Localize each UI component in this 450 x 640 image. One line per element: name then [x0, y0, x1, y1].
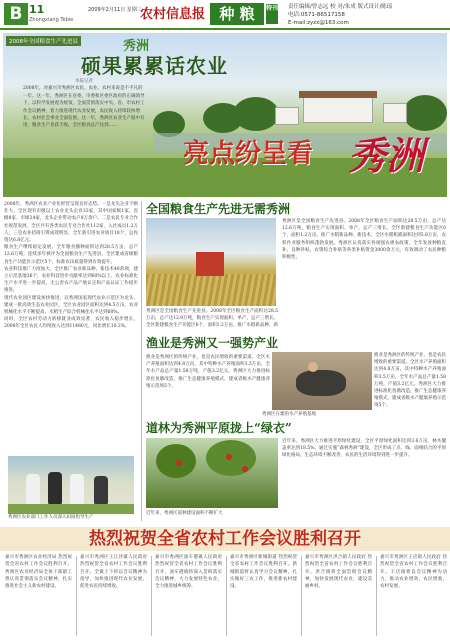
column-divider — [151, 556, 152, 636]
bottom-column-5: 嘉兴市秀洲区洪合镇人民政府 热烈祝贺全省农村工作会议胜利召开。洪合镇将全面贯彻会议精神，加快发展现代农业，建设美丽乡村。 — [305, 555, 372, 590]
article-3-caption: 近年来，秀洲区道林建设面积不断扩大 — [146, 511, 223, 516]
column-divider — [301, 556, 302, 636]
bottom-column-3: 嘉兴市秀洲区油车港镇人民政府 热烈祝贺全省农村工作会议胜利召开。油车港镇将深入贯彻落实会议精神，大力发展特色农业，全力推进城乡统筹。 — [155, 555, 222, 590]
column-divider — [76, 556, 77, 636]
contact-line-phone: 电话:0571-86517158 — [288, 12, 345, 18]
bottom-column-6: 嘉兴市秀洲区王店镇人民政府 热烈祝贺全省农村工作会议胜利召开。王店镇将以会议精神为动力，推动农业增效、农民增收、农村发展。 — [380, 555, 447, 590]
article-left-text: 2008年，秀洲区农业产业化经营呈现良好态势。一是龙头企业不断壮大。全区现有市级以上农业龙头企业33家，其中国家级1家、省级8家、市级24家，龙头企业带动农户8万余户。二是农民专业合作社规范发展，全区共有各类农民专业合作社112家，入社成员1.2万人。三是农业招商引资成效明显，全年新引进农业项目18个，总投资达6.8亿元。 粮食生产继续稳定发展。全年粮食播种面积达到28.5万亩，总产12.6万吨，连续多年被评为全国粮食生产先进县。全区建成省级粮食生产功能区示范区5个，标准农田质量得到有效提升。 农业科技推广力度加大，全区推广农业新品种、新技术40余项，建立示范基地36个，农业科技进步贡献率达到60%以上。农业标准化生产水平进一步提高，无公害农产品产地认定和产品认证工作稳步推进。 现代农业园区建设加快推进，以秀洲国家现代农业示范区为龙头，建成一批高效生态农业园区，全区农业园区面积达到4.5万亩。农业机械化水平不断提高，水稻生产综合机械化水平达到68%。 同时，全区农村劳动力转移就业成效显著，农民收入稳步增长，2008年全区农民人均纯收入达到11480元，同比增长10.2%。 — [4, 202, 138, 330]
article-left-photo — [8, 456, 134, 514]
contact-line-email: E-mail:zyzx@163.com — [288, 20, 349, 26]
special-tag: 特刊 — [266, 4, 278, 24]
article-2-text-right: 渔业是秀洲区的传统产业，也是农民增收的重要渠道。全区水产养殖面积达到4.8万亩，其中特种水产养殖面积3.5万亩，全年水产品总产量1.58万吨，产值3.2亿元。秀洲区大力推进标准化鱼塘改造，推广生态健康养殖模式，建成省级水产健康养殖示范场5个。 — [374, 353, 446, 409]
banner-image — [3, 33, 447, 197]
article-2-photo — [272, 352, 372, 410]
section-title: 种 粮 — [210, 3, 264, 25]
column-divider — [376, 556, 377, 636]
contact-line-editor: 责任编辑/曾志远 校 对/朱成 版式设计/陈瑶 — [288, 4, 393, 10]
contact-info — [288, 3, 392, 27]
article-3-title: 道林为秀洲平原拢上“绿衣” — [146, 421, 292, 435]
article-1-intro: 秀洲区是全国粮食生产先进县。2008年全区粮食生产面积达28.5万亩，总产达12.6万吨，粮食生产实现面积、单产、总产三增长。全区新建粮食生产功能区6个，面积1.2万亩。推广水稻新品种、新 — [146, 309, 278, 329]
page-number: 11 — [29, 3, 45, 16]
article-1-text: 秀洲区是全国粮食生产先进县。2008年全区粮食生产面积达28.5万亩，总产达12.6万吨，粮食生产实现面积、单产、总产三增长。全区新建粮食生产功能区6个，面积1.2万亩。推广水稻新品种、新技术，全区水稻机插面积达到5.8万亩，农机作业服务组织蓬勃发展。秀洲区认真落实各项强农惠农政策，全年发放种粮直补、良种补贴、农资综合补贴等各类补贴资金3000余万元，有效调动了农民种粮积极性。 — [282, 219, 446, 261]
article-3-photo — [146, 438, 278, 508]
article-3-text: 近年来，秀洲区大力推进平原绿化建设，全区平原绿化面积达到3.6万亩，林木覆盖率达到18.5%。通过实施“森林秀洲”建设，全区形成了点、线、面相结合的平原绿化格局，生态环境不断改善，农民的生活环境得到进一步提升。 — [282, 439, 446, 459]
paper-name: 农村信息报 — [140, 7, 206, 22]
article-1-title: 全国粮食生产先进无需秀洲 — [146, 202, 291, 216]
article-2-caption: 秀洲区在建的水产养殖基地 — [262, 412, 316, 417]
banner-intro-text: 2008年，对嘉兴市秀洲区农民、农业、农村来说是不平凡的一年。这一年，秀洲区在省委、市委和区委区政府的正确领导下，以科学发展观为统领，全面贯彻落实中央、省、市农村工作会议精神，着力推进现代农业发展，农民收入持续较快增长，农村社会事业全面发展。这一年，秀洲区农业生产稳中有进，粮食生产喜获丰收，全区粮食总产达到…… — [23, 86, 145, 129]
article-2-text-left: 渔业是秀洲区的传统产业，也是农民增收的重要渠道。全区水产养殖面积达到4.8万亩，其中特种水产养殖面积3.5万亩，全年水产品总产量1.58万吨，产值3.2亿元。秀洲区大力推进标准化鱼塘改造，推广生态健康养殖模式，建成省级水产健康养殖示范场5个。 — [146, 355, 270, 389]
banner-highlight-text: 亮点纷呈看 — [183, 139, 314, 169]
column-divider — [141, 201, 142, 521]
banner-tag: 2008年全国粮食生产先进县 — [6, 36, 81, 46]
bottom-column-4: 嘉兴市秀洲区新城街道 热烈祝贺全省农村工作会议胜利召开。新城街道将认真学习会议精神，扎实做好三农工作，推进新农村建设。 — [230, 555, 297, 590]
article-2-title: 渔业是秀洲又一强势产业 — [146, 336, 279, 350]
page-badge-icon: B — [4, 3, 28, 25]
banner-brand: 秀洲 — [123, 39, 150, 54]
article-1-photo — [146, 218, 276, 306]
date-line: 2009年2月11日 星期三 — [88, 7, 142, 13]
column-divider — [226, 556, 227, 636]
bottom-column-2: 嘉兴市秀洲区王江泾镇人民政府 热烈祝贺全省农村工作会议胜利召开。全镇上下将以会议精神为指导，加快推进现代农业发展，促进农民持续增收。 — [80, 555, 147, 590]
bottom-column-1: 嘉兴市秀洲区农业经济局 热烈祝贺全省农村工作会议胜利召开。秀洲区农业经济局全体干部职工将认真贯彻落实会议精神，扎实推进社会主义新农村建设。 — [5, 555, 72, 590]
bottom-title: 热烈祝贺全省农村工作会议胜利召开 — [89, 529, 361, 549]
article-left-caption: 秀洲区农业部门工作人员深入田间指导生产 — [8, 515, 94, 520]
banner-intro — [23, 78, 145, 130]
banner-author: 本报记者 — [75, 79, 93, 84]
banner-highlight-name: 秀洲 — [348, 133, 425, 178]
section-english: Zhongxiang Tebie — [29, 17, 74, 23]
banner-title: 硕果累累话农业 — [81, 54, 228, 78]
